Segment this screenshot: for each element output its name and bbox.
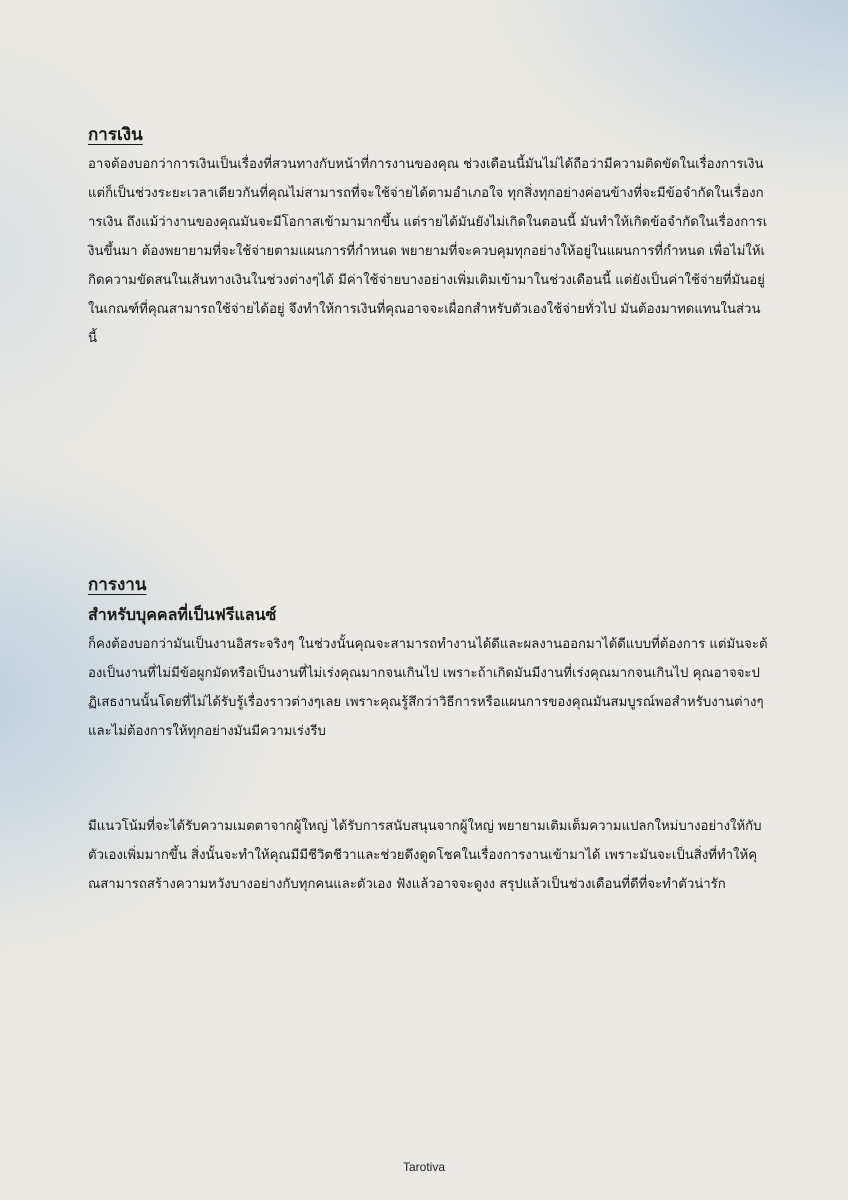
work-paragraph-1: ก็คงต้องบอกว่ามันเป็นงานอิสระจริงๆ ในช่วงนั้นคุณจะสามารถทำงานได้ดีและผลงานออกมาได้ดีแบบที่ต้องการ แต่มันจะต้องเป็นงานที่ไม่มีข้อผูกมัดหรือเป็นงานที่ไม่เร่งคุณมากจนเกินไป เพราะถ้าเกิดมันมีงานที่เร่งคุณมากจนเกินไป คุณอาจจะปฏิเสธงานนั้นโดยที่ไม่ได้รับรู้เรื่องราวต่างๆเลย เพราะคุณรู้สึกว่าวิธีการหรือแผนการของคุณมันสมบูรณ์พอสำหรับงานต่างๆ และไม่ต้องการให้ทุกอย่างมันมีความเร่งรีบ [88, 637, 768, 739]
footer-brand: Tarotiva [402, 1160, 446, 1174]
work-subheading: สำหรับบุคคลที่เป็นฟรีแลนซ์ [88, 605, 277, 624]
work-section-continued [88, 812, 768, 899]
finance-paragraph: อาจต้องบอกว่าการเงินเป็นเรื่องที่สวนทางกับหน้าที่การงานของคุณ ช่วงเดือนนี้มันไม่ได้ถือว่ามีความติดขัดในเรื่องการเงิน แต่ก็เป็นช่วงระยะเวลาเดียวกันที่คุณไม่สามารถที่จะใช้จ่ายได้ตามอำเภอใจ ทุกสิ่งทุกอย่างค่อนข้างที่จะมีข้อจำกัดในเรื่องการเงิน ถึงแม้ว่างานของคุณมันจะมีโอกาสเข้ามามากขึ้น แต่รายได้มันยังไม่เกิดในตอนนี้ มันทำให้เกิดข้อจำกัดในเรื่องการเงินขึ้นมา ต้องพยายามที่จะใช้จ่ายตามแผนการที่กำหนด พยายามที่จะควบคุมทุกอย่างให้อยู่ในแผนการที่กำหนด เพื่อไม่ให้เกิดความขัดสนในเส้นทางเงินในช่วงต่างๆได้ มีค่าใช้จ่ายบางอย่างเพิ่มเติมเข้ามาในช่วงเดือนนี้ แต่ยังเป็นค่าใช้จ่ายที่มันอยู่ในเกณฑ์ที่คุณสามารถใช้จ่ายได้อยู่ จึงทำให้การเงินที่คุณอาจจะเผื่อกสำหรับตัวเองใช้จ่ายทั่วไป มันต้องมาทดแทนในส่วนนี้ [88, 157, 768, 346]
work-heading: การงาน [88, 575, 147, 595]
finance-heading: การเงิน [88, 125, 143, 145]
finance-section [88, 120, 768, 353]
work-paragraph-2: มีแนวโน้มที่จะได้รับความเมตตาจากผู้ใหญ่ ได้รับการสนับสนุนจากผู้ใหญ่ พยายามเติมเต็มความแปลกใหม่บางอย่างให้กับตัวเองเพิ่มมากขึ้น สิ่งนั้นจะทำให้คุณมีมีชีวิตชีวาและช่วยดึงดูดโชคในเรื่องการงานเข้ามาได้ เพราะมันจะเป็นสิ่งที่ทำให้คุณสามารถสร้างความหวังบางอย่างกับทุกคนและตัวเอง ฟังแล้วอาจจะดูงง สรุปแล้วเป็นช่วงเดือนที่ดีที่จะทำตัวน่ารัก [88, 819, 762, 892]
work-section [88, 570, 768, 746]
